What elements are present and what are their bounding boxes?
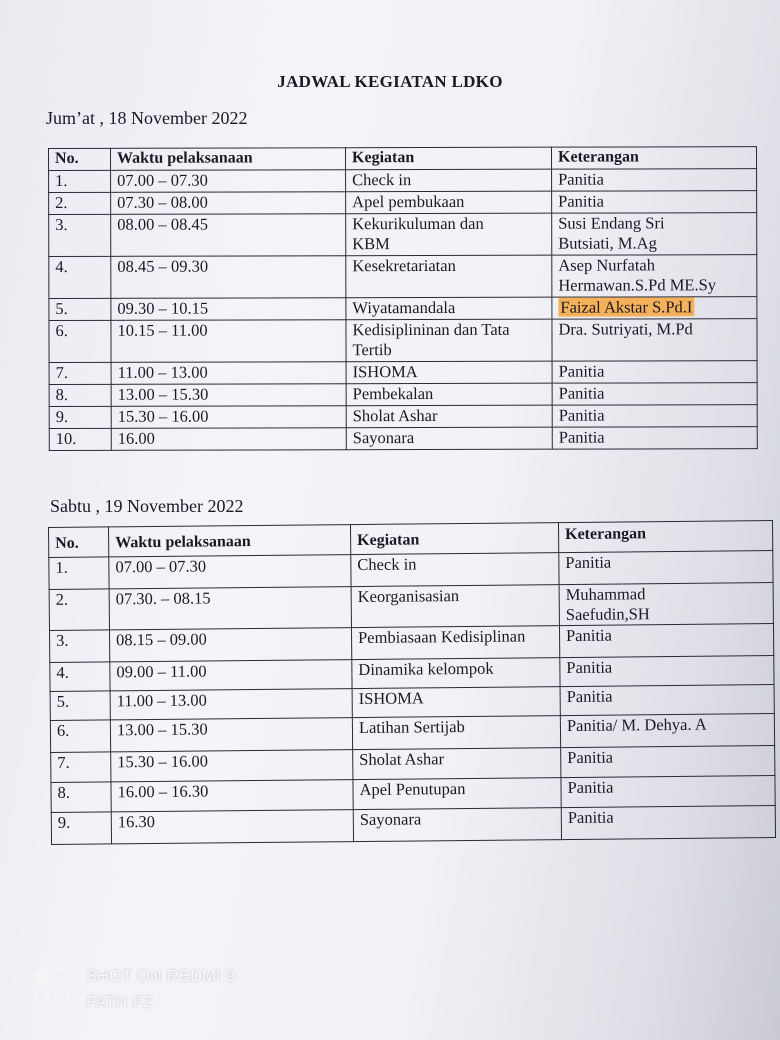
keterangan-line: Dra. Sutriyati, M.Pd <box>558 319 693 339</box>
table-row <box>49 427 757 451</box>
cell-kegiatan <box>346 297 552 320</box>
cell-kegiatan <box>346 361 552 384</box>
cell-no: 2. <box>49 589 109 631</box>
table-row <box>49 297 757 321</box>
cell-kegiatan <box>352 687 560 718</box>
cell-kegiatan <box>351 626 559 660</box>
kegiatan-line: Check in <box>357 554 417 575</box>
cell-waktu: 13.00 – 15.30 <box>110 718 352 752</box>
keterangan-line: Panitia <box>558 383 605 403</box>
cell-waktu: 13.00 – 15.30 <box>111 384 346 407</box>
header-kegiatan: Kegiatan <box>350 523 558 555</box>
cell-no: 7. <box>51 752 111 783</box>
cell-no: 3. <box>49 630 109 663</box>
kegiatan-line: ISHOMA <box>352 362 418 382</box>
kegiatan-line: Sholat Ashar <box>352 405 438 426</box>
cell-keterangan <box>552 297 757 320</box>
kegiatan-line: Kesekretariatan <box>352 255 456 276</box>
cell-keterangan <box>559 624 773 658</box>
cell-waktu: 15.30 – 16.00 <box>111 750 353 782</box>
cell-waktu: 16.00 – 16.30 <box>111 780 353 812</box>
day1-date: Jum’at , 18 November 2022 <box>46 108 248 128</box>
cell-waktu: 10.15 – 11.00 <box>111 320 346 363</box>
redmi-dual-camera-icon <box>32 966 72 1006</box>
cell-kegiatan <box>352 658 560 689</box>
cell-kegiatan <box>346 213 552 256</box>
cell-no: 3. <box>49 214 111 256</box>
kegiatan-line: Wiyatamandala <box>352 297 456 318</box>
watermark-line2: FATH FZ <box>86 994 154 1011</box>
cell-keterangan <box>560 714 774 748</box>
table-row <box>49 319 757 363</box>
cell-waktu: 11.00 – 13.00 <box>110 689 352 720</box>
keterangan-line: Panitia <box>558 361 605 381</box>
kegiatan-line: Check in <box>352 170 412 190</box>
keterangan-line: Panitia <box>566 657 613 678</box>
cell-keterangan <box>559 551 773 585</box>
cell-kegiatan <box>351 553 559 587</box>
keterangan-line: Hermawan.S.Pd ME.Sy <box>558 275 717 295</box>
table-row <box>49 169 757 193</box>
keterangan-line: Panitia <box>558 405 605 425</box>
page-title: JADWAL KEGIATAN LDKO <box>277 72 503 91</box>
header-waktu: Waktu pelaksanaan <box>109 525 351 557</box>
cell-waktu: 08.45 – 09.30 <box>111 256 346 299</box>
cell-no: 5. <box>49 298 111 320</box>
kegiatan-line: Kedisiplininan dan Tata <box>352 319 510 340</box>
cell-waktu: 07.00 – 07.30 <box>111 170 346 193</box>
kegiatan-line: Sayonara <box>352 428 415 448</box>
cell-keterangan <box>552 361 757 384</box>
cell-keterangan <box>552 383 757 406</box>
cell-kegiatan <box>353 778 561 810</box>
table-row <box>49 405 757 429</box>
keterangan-line: Susi Endang Sri <box>558 213 665 233</box>
day2-date: Sabtu , 19 November 2022 <box>50 496 244 516</box>
kegiatan-line: Keorganisasian <box>357 586 460 607</box>
cell-waktu: 09.00 – 11.00 <box>110 660 352 691</box>
cell-waktu: 07.30 – 08.00 <box>111 192 346 215</box>
cell-waktu: 15.30 – 16.00 <box>111 406 346 429</box>
cell-keterangan <box>552 427 757 450</box>
cell-no: 8. <box>51 782 111 813</box>
table-row <box>49 583 773 631</box>
keterangan-line <box>558 297 750 318</box>
cell-waktu: 07.00 – 07.30 <box>109 555 351 589</box>
cell-kegiatan <box>346 191 552 214</box>
table-row <box>49 191 757 215</box>
table-row <box>49 213 757 257</box>
kegiatan-line: Pembekalan <box>352 383 434 404</box>
cell-keterangan <box>561 746 775 778</box>
kegiatan-line: Sayonara <box>359 809 422 830</box>
table-header-row <box>49 147 757 171</box>
cell-no: 9. <box>49 406 111 428</box>
cell-keterangan <box>560 685 774 716</box>
cell-kegiatan <box>351 585 559 628</box>
kegiatan-line: Apel pembukaan <box>352 191 465 212</box>
cell-no: 4. <box>49 256 111 298</box>
cell-kegiatan <box>346 169 552 192</box>
cell-keterangan <box>552 169 757 192</box>
header-keterangan: Keterangan <box>558 521 772 553</box>
keterangan-line: Saefudin,SH <box>565 604 650 625</box>
cell-waktu: 16.00 <box>111 428 346 451</box>
kegiatan-line: Sholat Ashar <box>359 749 445 770</box>
cell-no: 1. <box>49 170 111 192</box>
table-row <box>49 255 757 299</box>
kegiatan-line: KBM <box>352 234 390 254</box>
keterangan-line: Panitia <box>558 169 604 189</box>
cell-no: 4. <box>50 662 110 692</box>
table-row <box>51 806 775 845</box>
table-row <box>49 361 757 385</box>
cell-waktu: 07.30. – 08.15 <box>109 587 351 630</box>
keterangan-line: Panitia <box>565 625 612 646</box>
keterangan-line: Panitia <box>565 552 612 573</box>
cell-waktu: 08.00 – 08.45 <box>111 214 346 257</box>
header-kegiatan: Kegiatan <box>346 147 552 170</box>
watermark-line1: SHOT ON REDMI 9 <box>86 968 236 985</box>
cell-keterangan <box>560 656 774 687</box>
cell-no: 5. <box>50 691 110 721</box>
schedule-table-friday <box>48 146 758 451</box>
cell-waktu: 16.30 <box>111 810 353 844</box>
header-waktu: Waktu pelaksanaan <box>111 148 346 171</box>
keterangan-line: Panitia <box>567 807 614 828</box>
cell-no: 6. <box>50 720 110 753</box>
highlighted-name: Faizal Akstar S.Pd.I <box>560 297 693 317</box>
cell-keterangan <box>552 319 757 362</box>
kegiatan-line: Dinamika kelompok <box>358 658 494 680</box>
table-row <box>49 383 757 407</box>
cell-kegiatan <box>353 808 561 842</box>
cell-keterangan <box>552 213 757 256</box>
header-keterangan: Keterangan <box>551 147 756 170</box>
keterangan-line: Panitia <box>558 191 604 211</box>
cell-kegiatan <box>346 405 552 428</box>
kegiatan-line: Tertib <box>352 340 392 360</box>
cell-no: 10. <box>49 428 111 450</box>
cell-kegiatan <box>346 383 552 406</box>
cell-no: 6. <box>49 320 111 362</box>
cell-waktu: 09.30 – 10.15 <box>111 298 346 321</box>
cell-no: 9. <box>51 812 111 845</box>
cell-kegiatan <box>353 748 561 780</box>
cell-kegiatan <box>346 319 552 362</box>
cell-kegiatan <box>352 716 560 750</box>
cell-no: 1. <box>49 557 109 590</box>
kegiatan-line: ISHOMA <box>358 688 424 709</box>
schedule-table-saturday <box>48 520 776 845</box>
keterangan-line: Panitia <box>566 686 613 707</box>
keterangan-line: Muhammad <box>565 584 646 605</box>
keterangan-line: Asep Nurfatah <box>558 255 656 275</box>
keterangan-line: Panitia <box>567 777 614 798</box>
keterangan-line: Panitia <box>567 747 614 768</box>
keterangan-line: Butsiati, M.Ag <box>558 233 657 253</box>
header-no: No. <box>49 527 109 558</box>
cell-keterangan <box>552 255 757 298</box>
kegiatan-line: Kekurikuluman dan <box>352 213 484 234</box>
header-no: No. <box>49 148 111 170</box>
cell-waktu: 11.00 – 13.00 <box>111 362 346 385</box>
cell-no: 8. <box>49 384 111 406</box>
cell-keterangan <box>561 776 775 808</box>
cell-kegiatan <box>346 427 552 450</box>
cell-no: 7. <box>49 362 111 384</box>
cell-waktu: 08.15 – 09.00 <box>109 628 351 662</box>
kegiatan-line: Pembiasaan Kedisiplinan <box>357 626 526 648</box>
kegiatan-line: Latihan Sertijab <box>358 717 465 738</box>
cell-keterangan <box>552 191 757 214</box>
cell-kegiatan <box>346 255 552 298</box>
keterangan-line: Panitia/ M. Dehya. A <box>566 714 707 736</box>
cell-keterangan <box>559 583 773 626</box>
kegiatan-line: Apel Penutupan <box>359 779 466 800</box>
keterangan-line: Panitia <box>558 427 605 447</box>
cell-no: 2. <box>49 192 111 214</box>
cell-keterangan <box>561 806 775 840</box>
cell-keterangan <box>552 405 757 428</box>
